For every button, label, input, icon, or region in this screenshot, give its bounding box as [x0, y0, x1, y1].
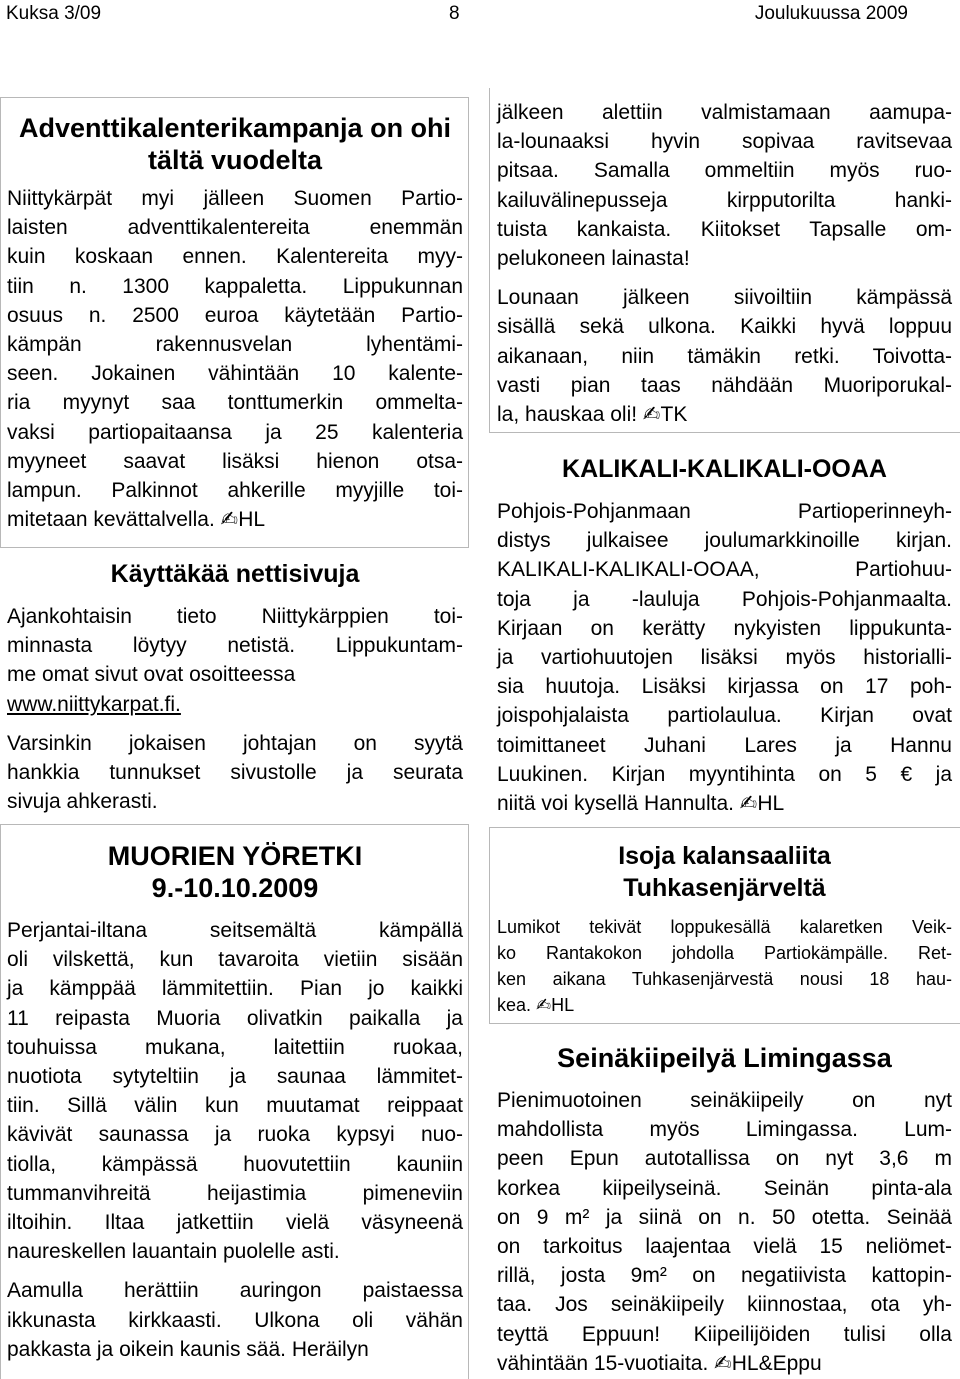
text-line: kea. ✍HL — [497, 995, 575, 1015]
text-line: rillä, josta 9m² on negatiivista kattopin- — [497, 1264, 952, 1288]
text-line: vaksi partiopaitaansa ja 25 kalenteria — [7, 420, 463, 444]
trip-date: 9.-10.10.2009 — [151, 873, 319, 903]
trip-continued-body-2 — [497, 283, 952, 429]
text-line: mahdollista myös Limingassa. Lum- — [497, 1118, 952, 1142]
advent-body — [7, 184, 463, 534]
text-line: niitä voi kysellä Hannulta. ✍HL — [497, 792, 785, 816]
web-title: Käyttäkää nettisivuja — [110, 560, 360, 588]
text-line: tuista kankaista. Kiitokset Tapsalle om- — [497, 217, 952, 241]
text-line: peen Epun autotallissa on nyt 3,6 m — [497, 1147, 952, 1171]
text-line: joispohjalaista partiolaulua. Kirjan ovat — [497, 704, 952, 728]
book-body — [497, 497, 952, 818]
web-body-2 — [7, 729, 463, 817]
web-article — [7, 558, 463, 816]
trip-article — [7, 840, 463, 1364]
web-body-1 — [7, 602, 463, 690]
text-line: pelukoneen lainasta! — [497, 247, 690, 271]
text-line: kailuvälinepusseja kirpputorilta hanki- — [497, 188, 952, 212]
fishing-article — [497, 840, 952, 1018]
text-line: la, hauskaa oli! ✍TK — [497, 403, 688, 427]
text-line: teyttä Eppuun! Kiipeilijöiden tulisi olla — [497, 1322, 952, 1346]
text-line: Lounaan jälkeen siivoiltiin kämpässä — [497, 286, 952, 310]
fishing-body — [497, 914, 952, 1018]
text-line: pakkasta ja oikein kaunis sää. Heräilyn — [7, 1337, 369, 1361]
text-line: laisten adventtikalentereita enemmän — [7, 216, 463, 240]
text-line: sisällä sekä ulkona. Kaikki hyvä loppuu — [497, 315, 952, 339]
text-line: ko Rantakokon johdolla Partiokämpälle. Ret- — [497, 943, 952, 963]
text-line: ja kämppää lämmitettiin. Pian jo kaikki — [7, 977, 463, 1001]
page-number: 8 — [449, 3, 460, 24]
text-line: iltoihin. Iltaa jatkettiin vielä väsyneenä — [7, 1211, 463, 1235]
text-line: seen. Jokainen vähintään 10 kalente- — [7, 362, 463, 386]
text-line: ria myynyt saa tonttumerkin ommelta- — [7, 391, 463, 415]
text-line: myyneet saavat lisäksi hienon otsa- — [7, 449, 463, 473]
climbing-title: Seinäkiipeilyä Limingassa — [557, 1043, 892, 1073]
text-line: me omat sivut ovat osoitteessa — [7, 663, 296, 687]
trip-continued-body-1 — [497, 98, 952, 273]
climbing-body — [497, 1086, 952, 1378]
issue-date: Joulukuussa 2009 — [754, 3, 908, 24]
text-line: Pienimuotoinen seinäkiipeily on nyt — [497, 1089, 952, 1112]
text-line: ja vartiohuutojen lisäksi myös historialli- — [497, 646, 952, 670]
text-line: Pohjois-Pohjanmaan Partioperinneyh- — [497, 500, 952, 523]
advent-article — [7, 112, 463, 534]
text-line: tiin n. 1300 kappaletta. Lippukunnan — [7, 274, 463, 298]
issue-label: Kuksa 3/09 — [6, 3, 102, 24]
fishing-subtitle: Tuhkasenjärveltä — [623, 874, 826, 902]
text-line: oli vilskettä, kun tavaroita vietiin sisään — [7, 948, 463, 972]
text-line: kävivät saunassa ja ruoka kypsyi nuo- — [7, 1123, 463, 1147]
text-line: Kirjaan on kerätty nykyisten lippukunta- — [497, 616, 952, 640]
text-line: naureskellen lauantain puolelle asti. — [7, 1240, 340, 1264]
text-line: jälkeen alettiin valmistamaan aamupa- — [497, 101, 952, 124]
text-line: ikkunasta kirkkaasti. Ulkona oli vähän — [7, 1308, 463, 1332]
climbing-article — [497, 1042, 952, 1378]
text-line: la-lounaaksi hyvin sopivaa ravitsevaa — [497, 130, 952, 154]
website-link[interactable]: www.niittykarpat.fi. — [7, 692, 181, 716]
text-line: Luukinen. Kirjan myyntihinta on 5 € ja — [497, 762, 952, 786]
text-line: kämpän rakennusvelan lyhentämi- — [7, 333, 463, 357]
book-article — [497, 453, 952, 818]
trip-body-2 — [7, 1276, 463, 1364]
text-line: sivuja ahkerasti. — [7, 790, 158, 814]
text-line: sia huutoja. Lisäksi kirjassa on 17 poh- — [497, 675, 952, 699]
text-line: Perjantai-iltana seitsemältä kämpällä — [7, 919, 463, 942]
text-line: 11 reipasta Muoria olivatkin paikalla ja — [7, 1006, 463, 1030]
text-line: korkea kiipeilyseinä. Seinän pinta-ala — [497, 1176, 952, 1200]
text-line: ken aikana Tuhkasenjärvestä nousi 18 hau- — [497, 969, 952, 989]
text-line: distys julkaisee joulumarkkinoille kirjan. — [497, 529, 952, 553]
advent-title: Adventtikalenterikampanja on ohi tältä vuodelta — [18, 113, 452, 175]
text-line: minnasta löytyy netistä. Lippukuntam- — [7, 634, 463, 658]
text-line: vasti pian taas nähdään Muoriporukal- — [497, 373, 952, 397]
text-line: Niittykärpät myi jälleen Suomen Partio- — [7, 187, 463, 210]
text-line: on tarkoitus laajentaa vielä 15 neliömet- — [497, 1235, 952, 1259]
page-header — [0, 0, 960, 30]
text-line: touhuissa mukana, laitettiin ruokaa, — [7, 1035, 463, 1059]
text-line: tiolla, kämpässä huovutettiin kauniin — [7, 1152, 463, 1176]
text-line: lampun. Palkinnot ahkerille myyjille toi- — [7, 479, 463, 503]
text-line: nuotiota sytyteltiin ja saunaa lämmitet- — [7, 1065, 463, 1089]
text-line: KALIKALI-KALIKALI-OOAA, Partiohuu- — [497, 558, 952, 582]
book-title: KALIKALI-KALIKALI-OOAA — [562, 455, 887, 483]
text-line: tiin. Sillä välin kun muutamat reippaat — [7, 1094, 463, 1118]
text-line: toja ja -lauluja Pohjois-Pohjanmaalta. — [497, 587, 952, 611]
text-line: kuin koskaan ennen. Kalentereita myy- — [7, 245, 463, 269]
trip-title: MUORIEN YÖRETKI — [107, 841, 363, 871]
text-line: Ajankohtaisin tieto Niittykärppien toi- — [7, 605, 463, 628]
trip-body-1 — [7, 916, 463, 1266]
text-line: mitetaan kevättalvella. ✍HL — [7, 508, 266, 532]
text-line: Varsinkin jokaisen johtajan on syytä — [7, 731, 463, 755]
text-line: toimittaneet Juhani Lares ja Hannu — [497, 733, 952, 757]
trip-continued — [497, 98, 952, 429]
text-line: vähintään 15-vuotiaita. ✍HL&Eppu — [497, 1351, 822, 1375]
text-line: on 9 m² ja siinä on n. 50 otetta. Seinää — [497, 1205, 952, 1229]
text-line: Aamulla herättiin auringon paistaessa — [7, 1279, 463, 1303]
text-line: hankkia tunnukset sivustolle ja seurata — [7, 761, 463, 785]
text-line: osuus n. 2500 euroa käytetään Partio- — [7, 303, 463, 327]
text-line: aikanaan, niin tämäkin retki. Toivotta- — [497, 344, 952, 368]
text-line: tummanvihreitä heijastimia pimeneviin — [7, 1181, 463, 1205]
fishing-title: Isoja kalansaaliita — [618, 842, 831, 870]
text-line: Lumikot tekivät loppukesällä kalaretken Veik- — [497, 917, 952, 937]
text-line: taa. Jos seinäkiipeily kiinnostaa, ota yh- — [497, 1293, 952, 1317]
text-line: pitsaa. Samalla ommeltiin myös ruo- — [497, 159, 952, 183]
